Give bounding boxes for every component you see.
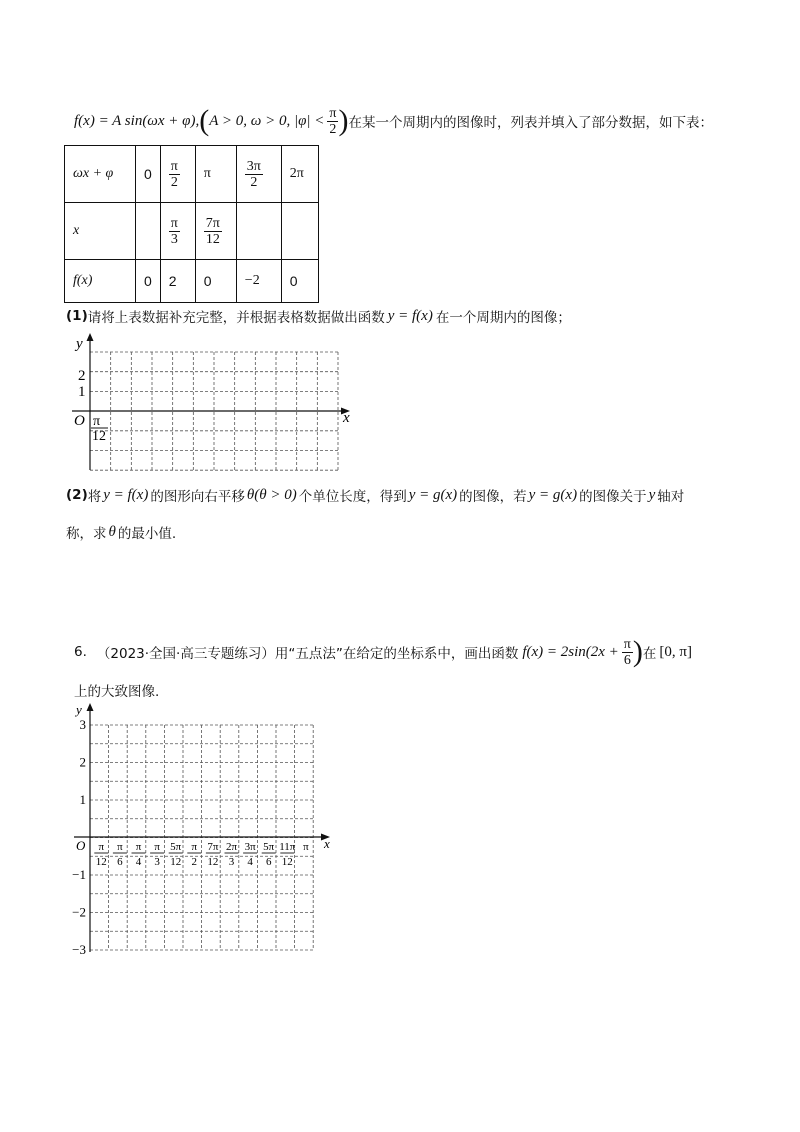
table-cell (236, 203, 281, 260)
problem-6: 6. （2023·全国·高三专题练习）用“五点法”在给定的坐标系中，画出函数 f(x) = 2sin(2x + $\frac{\pi}{6}$ ) 在 [0, π] (74, 635, 692, 668)
table-cell: −2 (236, 260, 281, 303)
y-axis-label: y (76, 702, 82, 717)
problem-text: 在 (642, 646, 657, 662)
x-tick-label: 12 (92, 429, 106, 444)
intro-text: 在某一个周期内的图像时，列表并填入了部分数据，如下表： (348, 115, 713, 131)
left-paren: ( (199, 104, 210, 137)
intro-function: f(x) = A sin(ωx + φ), (74, 112, 200, 129)
question-1 (66, 306, 571, 326)
x-tick-label: 5π (170, 841, 182, 853)
y-tick-label: −3 (72, 942, 86, 957)
x-axis-label: x (343, 410, 350, 426)
question-2-text: 的最小值. (117, 526, 177, 542)
problem-interval: [0, π] (659, 643, 692, 660)
y-tick-label: 2 (78, 368, 86, 384)
question-1-text: 请将上表数据补充完整，并根据表格数据做出函数 (87, 310, 385, 326)
x-axis-label: x (324, 836, 330, 851)
table-cell: 0 (281, 260, 318, 303)
table-cell: 0 (195, 260, 236, 303)
x-tick-label: 4 (247, 856, 253, 868)
problem-text: 上的大致图像. (74, 684, 160, 700)
question-1-label: (1) (66, 308, 88, 324)
x-tick-label: π (93, 414, 101, 429)
question-2-math: y (648, 486, 656, 503)
row-label: x (65, 203, 136, 260)
row-label: f(x) (65, 260, 136, 303)
values-table (64, 145, 319, 303)
table-cell: π (195, 146, 236, 203)
question-2-math: θ (108, 523, 116, 540)
x-tick-label: 11π (279, 841, 296, 853)
x-tick-label: 5π (263, 841, 275, 853)
x-tick-label: 12 (281, 856, 293, 868)
problem-source: （2023·全国·高三专题练习）用“五点法”在给定的坐标系中，画出函数 (96, 646, 519, 662)
question-1-math: y = f(x) (387, 307, 433, 324)
question-2-line-2 (66, 522, 176, 542)
table-row (65, 260, 319, 303)
x-tick-label: 6 (265, 856, 272, 868)
question-2-text: 轴对 (657, 489, 685, 505)
question-2-label: (2) (66, 487, 88, 503)
x-tick-label: 6 (117, 856, 123, 868)
y-tick-label: 1 (79, 792, 86, 807)
x-tick-label: π (98, 841, 105, 853)
table-row (65, 146, 319, 203)
x-tick-label: π (117, 841, 123, 853)
question-2 (66, 485, 684, 505)
table-cell: 0 (136, 146, 161, 203)
question-2-math: y = g(x) (528, 486, 578, 503)
intro-line (74, 104, 713, 138)
question-2-text: 的图像，若 (459, 489, 527, 505)
table-cell: $\frac{\pi}{2}$ (160, 146, 195, 203)
y-axis-arrow (87, 703, 94, 711)
coordinate-grid-2 (60, 700, 350, 960)
question-1-text-end: 在一个周期内的图像； (435, 310, 571, 326)
y-tick-label: −1 (72, 867, 86, 882)
y-axis-arrow (87, 333, 94, 341)
right-paren: ) (338, 104, 349, 137)
y-tick-label: 1 (78, 384, 86, 400)
x-tick-label: π (135, 841, 142, 853)
question-2-text: 称，求 (66, 526, 107, 542)
row-label: ωx + φ (65, 146, 136, 203)
problem-number: 6. (74, 644, 87, 660)
x-tick-label: π (303, 841, 309, 853)
question-2-text: 的图像关于 (579, 489, 647, 505)
x-tick-label: π (154, 841, 160, 853)
table-cell (281, 203, 318, 260)
x-tick-label: 12 (170, 856, 182, 868)
question-2-text: 个单位长度，得到 (298, 489, 407, 505)
x-tick-label: 2 (191, 856, 198, 868)
x-tick-label: 12 (207, 856, 219, 868)
question-2-math: y = g(x) (408, 486, 458, 503)
question-2-math: y = f(x) (103, 486, 149, 503)
origin-label: O (76, 838, 86, 853)
question-2-math: θ(θ > 0) (246, 486, 297, 503)
problem-6-line-2 (74, 680, 159, 700)
table-cell: 2π (281, 146, 318, 203)
table-cell: $\frac{\pi}{3}$ (160, 203, 195, 260)
question-2-text: 将 (87, 489, 102, 505)
origin-label: O (74, 413, 85, 429)
table-cell: $\frac{3\pi}{2}$ (236, 146, 281, 203)
pi-over-2-fraction: $\frac{\pi}{2}$ (329, 105, 337, 137)
intro-condition: A > 0, ω > 0, |φ| < (209, 112, 325, 129)
x-tick-label: 2π (225, 841, 238, 853)
x-tick-label: 3 (228, 856, 235, 868)
x-tick-label: 12 (95, 856, 107, 868)
x-tick-label: π (191, 841, 198, 853)
table-row (65, 203, 319, 260)
y-tick-label: 2 (79, 754, 86, 770)
table-cell: 0 (136, 260, 161, 303)
table-cell: $\frac{7\pi}{12}$ (195, 203, 236, 260)
table-cell (136, 203, 161, 260)
pi-over-6-fraction: $\frac{\pi}{6}$ (623, 636, 631, 668)
x-tick-label: 7π (207, 841, 219, 853)
x-tick-label: 3 (154, 856, 160, 868)
question-2-text: 的图形向右平移 (150, 489, 245, 505)
x-tick-label: 4 (135, 856, 142, 868)
y-axis-label: y (76, 336, 83, 352)
y-tick-label: 3 (79, 717, 86, 732)
problem-function: f(x) = 2sin(2x + (522, 643, 619, 660)
x-tick-label: 3π (244, 841, 256, 853)
table-cell: 2 (160, 260, 195, 303)
coordinate-grid-1 (60, 330, 360, 480)
y-tick-label: −2 (72, 904, 86, 920)
